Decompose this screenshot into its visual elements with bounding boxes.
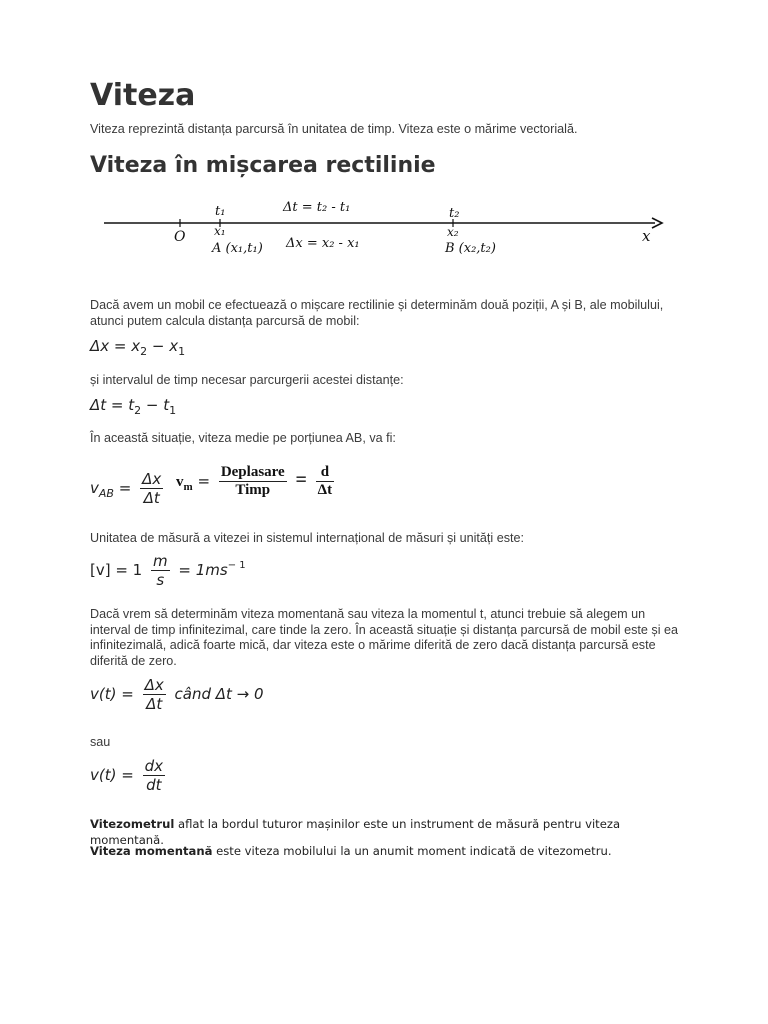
label-x1: x₁ [214,224,226,238]
text-sau: sau [90,735,111,749]
paragraph-time-interval: și intervalul de timp necesar parcurgerii acestei distanțe: [90,373,404,387]
label-origin: O [174,229,186,245]
equation-v-ab: $v_{AB}$ = $\frac{\Delta x}{\Delta t}$ [90,470,162,507]
label-delta-t: Δt = t₂ - t₁ [283,200,351,215]
note-viteza-momentana: Viteza momentană este viteza mobilului la un anumit moment indicată de vitezometru. [90,844,612,858]
label-axis-x: x [642,227,651,245]
label-t2: t₂ [449,206,460,221]
equation-unit: [v] = 1 $\frac{m}{s}$ = $1ms^{- 1}$ [90,552,246,589]
paragraph-average-speed: În această situație, viteza medie pe porțiunea AB, va fi: [90,431,396,445]
equation-v-t-limit: v(t) = $\frac{\Delta x}{\Delta t}$ când Δt → 0 [90,676,264,713]
paragraph-instant-speed: Dacă vrem să determinăm viteza momentană sau viteza la momentul t, atunci trebuie să alegem un interval de timp infinitezimal, care tinde la zero. În această situație și distanța parcursă de mobil este și ea infinitezimală, adică foarte mică, dar viteza este o mărime diferită de zero dacă distanța parcursă este diferită de zero. [90,607,679,668]
label-point-a: A (x₁,t₁) [212,241,263,256]
page-title: Viteza [90,78,196,113]
section-title: Viteza în mișcarea rectilinie [90,153,436,178]
equation-delta-x: $\Delta x = x_2 - x_1$ [90,337,186,358]
intro-paragraph: Viteza reprezintă distanța parcursă în unitatea de timp. Viteza este o mărime vectorială. [90,122,578,136]
motion-diagram [90,195,680,265]
label-t1: t₁ [215,204,226,219]
equation-v-t-derivative: v(t) = $\frac{dx}{dt}$ [90,757,163,794]
equation-delta-t: $\Delta t = t_2 - t_1$ [90,396,177,417]
paragraph-unit: Unitatea de măsură a vitezei in sistemul internațional de măsuri și unități este: [90,531,524,545]
note-vitezometrul: Vitezometrul aflat la bordul tuturor mașinilor este un instrument de măsură pentru viteza momentană. [90,817,621,847]
label-x2: x₂ [447,225,459,239]
equation-v-m: $v_m$ = $\frac{\text{Deplasare}}{\text{Timp}}$ = $\frac{d}{\Delta t}$ [176,464,333,498]
paragraph-positions: Dacă avem un mobil ce efectuează o mișcare rectilinie și determinăm două poziții, A și B, ale mobilului, atunci putem calcula distanța parcursă de mobil: [90,298,664,328]
label-point-b: B (x₂,t₂) [445,241,496,256]
label-delta-x: Δx = x₂ - x₁ [286,236,360,251]
